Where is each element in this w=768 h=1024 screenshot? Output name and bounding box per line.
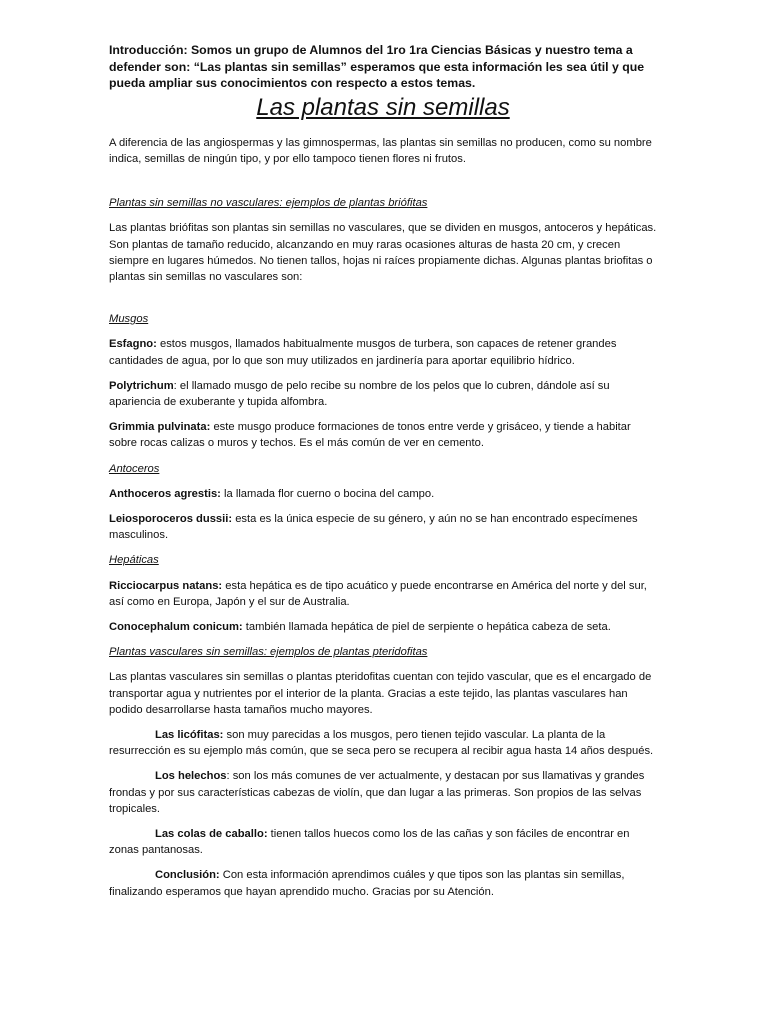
document-title: Las plantas sin semillas <box>256 93 510 121</box>
section-text-vasculares: Las plantas vasculares sin semillas o plantas pteridofitas cuentan con tejido vascular, que es el encargado de transportar agua y nutrientes por el interior de la planta. Gracias a este tejido, las plantas vasculares han podido desarrollarse hasta tamaños mucho mayores. <box>109 671 652 716</box>
definition-item <box>109 336 657 368</box>
intro-label: Introducción: <box>109 43 188 57</box>
definition-text: estos musgos, llamados habitualmente musgos de turbera, son capaces de retener grandes cantidades de agua, por lo que son muy utilizados en jardinería para aportar equilibrio hídrico. <box>109 338 617 367</box>
conclusion-paragraph <box>109 867 657 899</box>
document-page <box>109 42 657 909</box>
definition-term: Grimmia pulvinata: <box>109 421 211 434</box>
definition-item <box>109 619 657 635</box>
section-heading-no-vasculares: Plantas sin semillas no vasculares: ejemplos de plantas briófitas <box>109 197 428 210</box>
intro-paragraph <box>109 42 657 92</box>
definition-term: Conocephalum conicum: <box>109 621 243 634</box>
definition-term: Esfagno: <box>109 338 157 351</box>
definition-term: Los helechos <box>155 770 227 783</box>
definition-item <box>109 727 657 759</box>
definition-text: esta es la única especie de su género, y aún no se han encontrado especímenes masculinos. <box>109 513 638 542</box>
lead-paragraph: A diferencia de las angiospermas y las gimnospermas, las plantas sin semillas no producen, como su nombre indica, semillas de ningún tipo, y por ello tampoco tienen flores ni frutos. <box>109 136 652 165</box>
section-heading-hepaticas: Hepáticas <box>109 554 159 567</box>
intro-text: Somos un grupo de Alumnos del 1ro 1ra Ciencias Básicas y nuestro tema a defender son: “Las plantas sin semillas” esperamos que esta información les sea útil y que pueda ampliar sus conocimientos con respecto a estos temas. <box>109 43 645 91</box>
definition-term: Las colas de caballo: <box>155 828 268 841</box>
definition-item <box>109 511 657 543</box>
definition-item <box>109 419 657 451</box>
definition-term: Polytrichum <box>109 379 174 392</box>
definition-item <box>109 768 657 817</box>
definition-item <box>109 826 657 858</box>
section-heading-musgos: Musgos <box>109 313 149 326</box>
definition-item <box>109 378 657 410</box>
section-text-no-vasculares: Las plantas briófitas son plantas sin semillas no vasculares, que se dividen en musgos, antoceros y hepáticas. Son plantas de tamaño reducido, alcanzando en muy raras ocasiones alturas de hasta 20 cm, y crecen siempre en lugares húmedos. No tienen tallos, hojas ni raíces propiamente dichas. Algunas plantas briofitas o plantas sin semillas no vasculares son: <box>109 222 657 283</box>
definition-text: la llamada flor cuerno o bocina del campo. <box>220 487 435 500</box>
definition-text: : el llamado musgo de pelo recibe su nombre de los pelos que lo cubren, dándole así su apariencia de exuberante y tupida alfombra. <box>109 379 610 409</box>
section-heading-antoceros: Antoceros <box>109 462 160 475</box>
section-heading-vasculares: Plantas vasculares sin semillas: ejemplos de plantas pteridofitas <box>109 646 428 659</box>
definition-text: esta hepática es de tipo acuático y puede encontrarse en América del norte y del sur, así como en Europa, Japón y el sur de Australia. <box>109 579 647 608</box>
definition-term: Leiosporoceros dussii: <box>109 513 233 526</box>
definition-text: este musgo produce formaciones de tonos entre verde y grisáceo, y tiende a habitar sobre rocas calizas o muros y techos. Es el más común de ver en cemento. <box>109 421 631 450</box>
definition-text: Con esta información aprendimos cuáles y que tipos son las plantas sin semillas, finalizando esperamos que hayan aprendido mucho. Gracias por su Atención. <box>109 869 625 898</box>
definition-text: : son los más comunes de ver actualmente, y destacan por sus llamativas y grandes frondas y por sus características cabezas de violín, que dan lugar a las primeras. Son propios de las selvas tropicales. <box>109 770 645 815</box>
definition-text: también llamada hepática de piel de serpiente o hepática cabeza de seta. <box>242 621 611 634</box>
definition-text: son muy parecidas a los musgos, pero tienen tejido vascular. La planta de la resurrección es su ejemplo más común, que se seca pero se recupera al recibir agua hasta 14 años después. <box>109 729 654 758</box>
definition-term: Conclusión: <box>155 869 220 882</box>
definition-term: Ricciocarpus natans: <box>109 579 223 592</box>
definition-term: Anthoceros agrestis: <box>109 487 221 500</box>
definition-text: tienen tallos huecos como los de las cañas y son fáciles de encontrar en zonas pantanosas. <box>109 828 630 857</box>
definition-term: Las licófitas: <box>155 729 224 742</box>
definition-item <box>109 486 657 502</box>
definition-item <box>109 578 657 610</box>
